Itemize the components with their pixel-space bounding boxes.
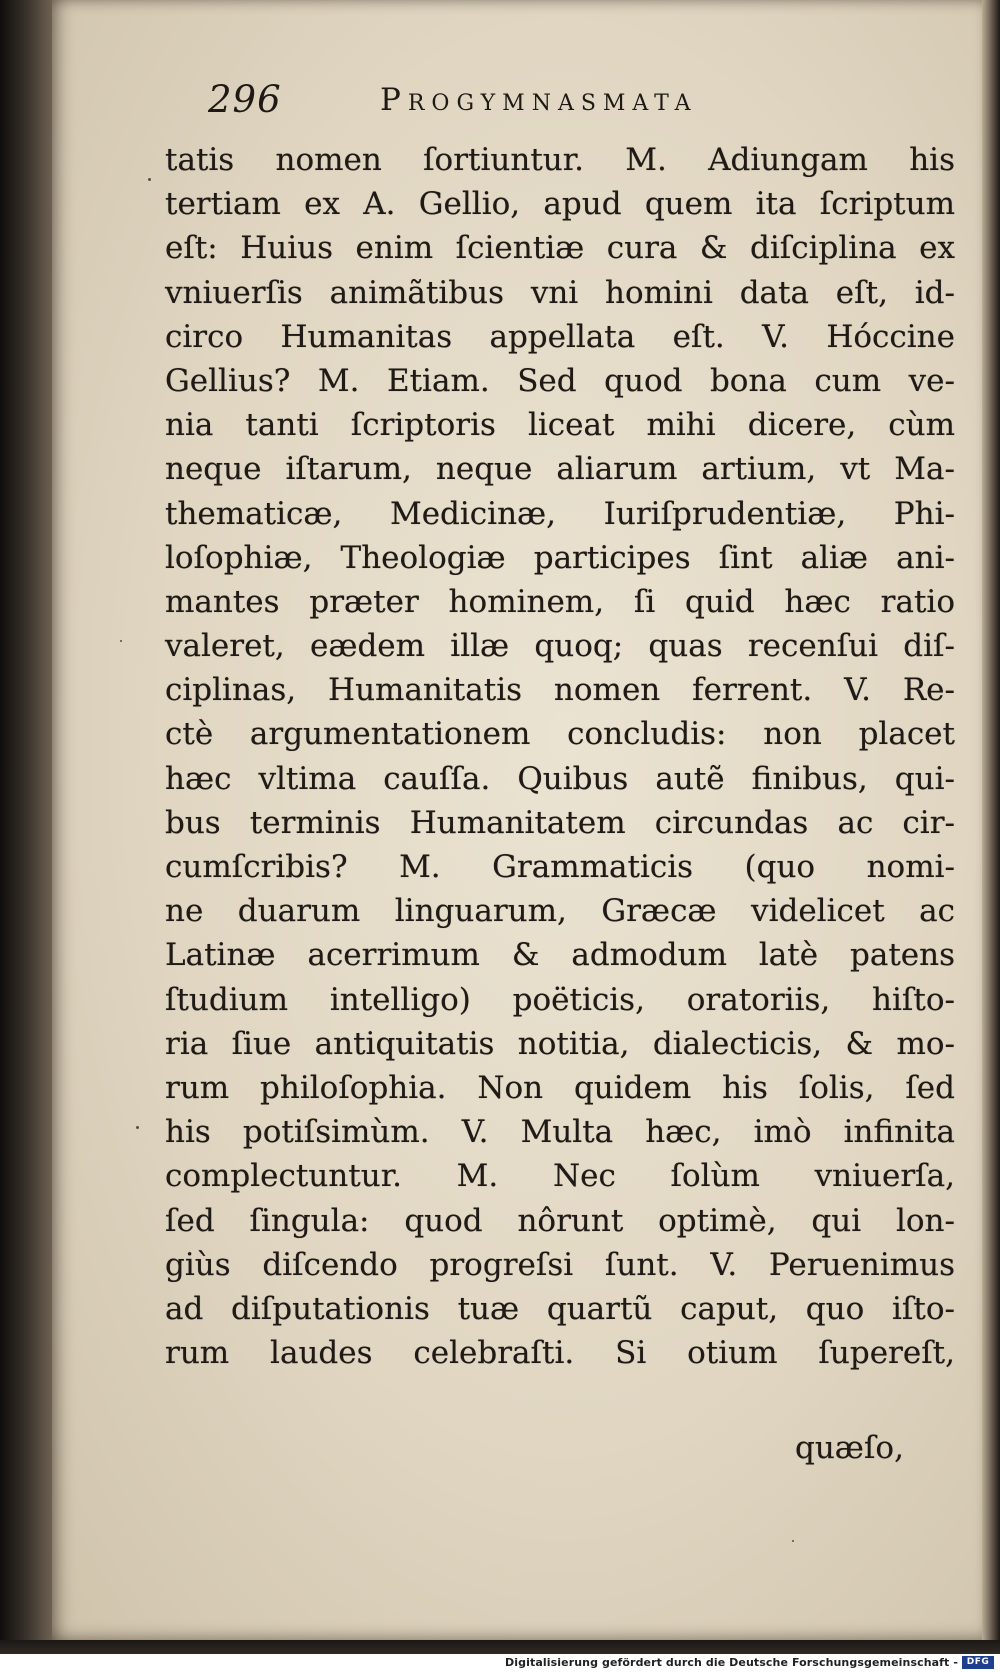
text-line: ria ſiue antiquitatis notitia, dialecticis, & mo-	[165, 1025, 955, 1062]
digitization-credit-bar	[0, 1654, 1000, 1672]
paper-speck	[120, 640, 122, 642]
text-line: nia tanti ſcriptoris liceat mihi dicere, cùm	[165, 407, 955, 444]
text-line: rum laudes celebraſti. Si otium ſupereſt,	[165, 1335, 955, 1372]
text-line: his potiſsimùm. V. Multa hæc, imò infinita	[165, 1114, 955, 1151]
text-line: vniuerſis animãtibus vni homini data eſt, id-	[165, 274, 955, 311]
paper-speck	[148, 178, 151, 181]
text-line: neque iſtarum, neque aliarum artium, vt Ma-	[165, 451, 955, 488]
text-line: Gellius? M. Etiam. Sed quod bona cum ve-	[165, 362, 955, 399]
text-line: valeret, eædem illæ quoq; quas recenſui diſ-	[165, 628, 955, 665]
digitization-credit: Digitalisierung gefördert durch die Deutsche Forschungsgemeinschaft -	[505, 1656, 958, 1669]
text-line: ciplinas, Humanitatis nomen ferrent. V. Re-	[165, 672, 955, 709]
text-line: thematicæ, Medicinæ, Iuriſprudentiæ, Phi-	[165, 495, 955, 532]
text-line: giùs diſcendo progreſsi ſunt. V. Peruenimus	[165, 1246, 955, 1283]
text-line: ad diſputationis tuæ quartũ caput, quo iſto-	[165, 1290, 955, 1327]
dfg-logo: DFG	[962, 1656, 994, 1669]
text-line: eſt: Huius enim ſcientiæ cura & diſciplina ex	[165, 230, 955, 267]
text-line: rum philoſophia. Non quidem his ſolis, ſed	[165, 1069, 955, 1106]
page-number: 296	[208, 78, 282, 121]
book-binding-edge	[0, 0, 60, 1640]
text-line: circo Humanitas appellata eſt. V. Hóccine	[165, 318, 955, 355]
text-line: tertiam ex A. Gellio, apud quem ita ſcriptum	[165, 186, 955, 223]
text-line: mantes præter hominem, ſi quid hæc ratio	[165, 583, 955, 620]
text-line: ſtudium intelligo) poëticis, oratoriis, hiſto-	[165, 981, 955, 1018]
text-line: bus terminis Humanitatem circundas ac cir-	[165, 804, 955, 841]
paper-speck	[792, 1540, 794, 1542]
text-line: loſophiæ, Theologiæ participes ſint aliæ ani-	[165, 539, 955, 576]
paper-speck	[136, 1126, 139, 1129]
text-line: Latinæ acerrimum & admodum latè patens	[165, 937, 955, 974]
body-text	[165, 138, 955, 1375]
text-line: complectuntur. M. Nec ſolùm vniuerſa,	[165, 1158, 955, 1195]
text-line: hæc vltima cauſſa. Quibus autẽ finibus, qui-	[165, 760, 955, 797]
running-title: Progymnasmata	[380, 82, 698, 118]
catchword: quæſo,	[795, 1430, 904, 1466]
running-head	[208, 78, 848, 128]
text-line: ctè argumentationem concludis: non placet	[165, 716, 955, 753]
page-stack-edge	[982, 0, 1000, 1640]
text-line: tatis nomen ſortiuntur. M. Adiungam his	[165, 142, 955, 178]
page-bottom-shadow	[0, 1640, 1000, 1654]
text-line: cumſcribis? M. Grammaticis (quo nomi-	[165, 849, 955, 885]
text-line: ne duarum linguarum, Græcæ videlicet ac	[165, 893, 955, 930]
text-line: ſed ſingula: quod nôrunt optimè, qui lon-	[165, 1202, 955, 1239]
